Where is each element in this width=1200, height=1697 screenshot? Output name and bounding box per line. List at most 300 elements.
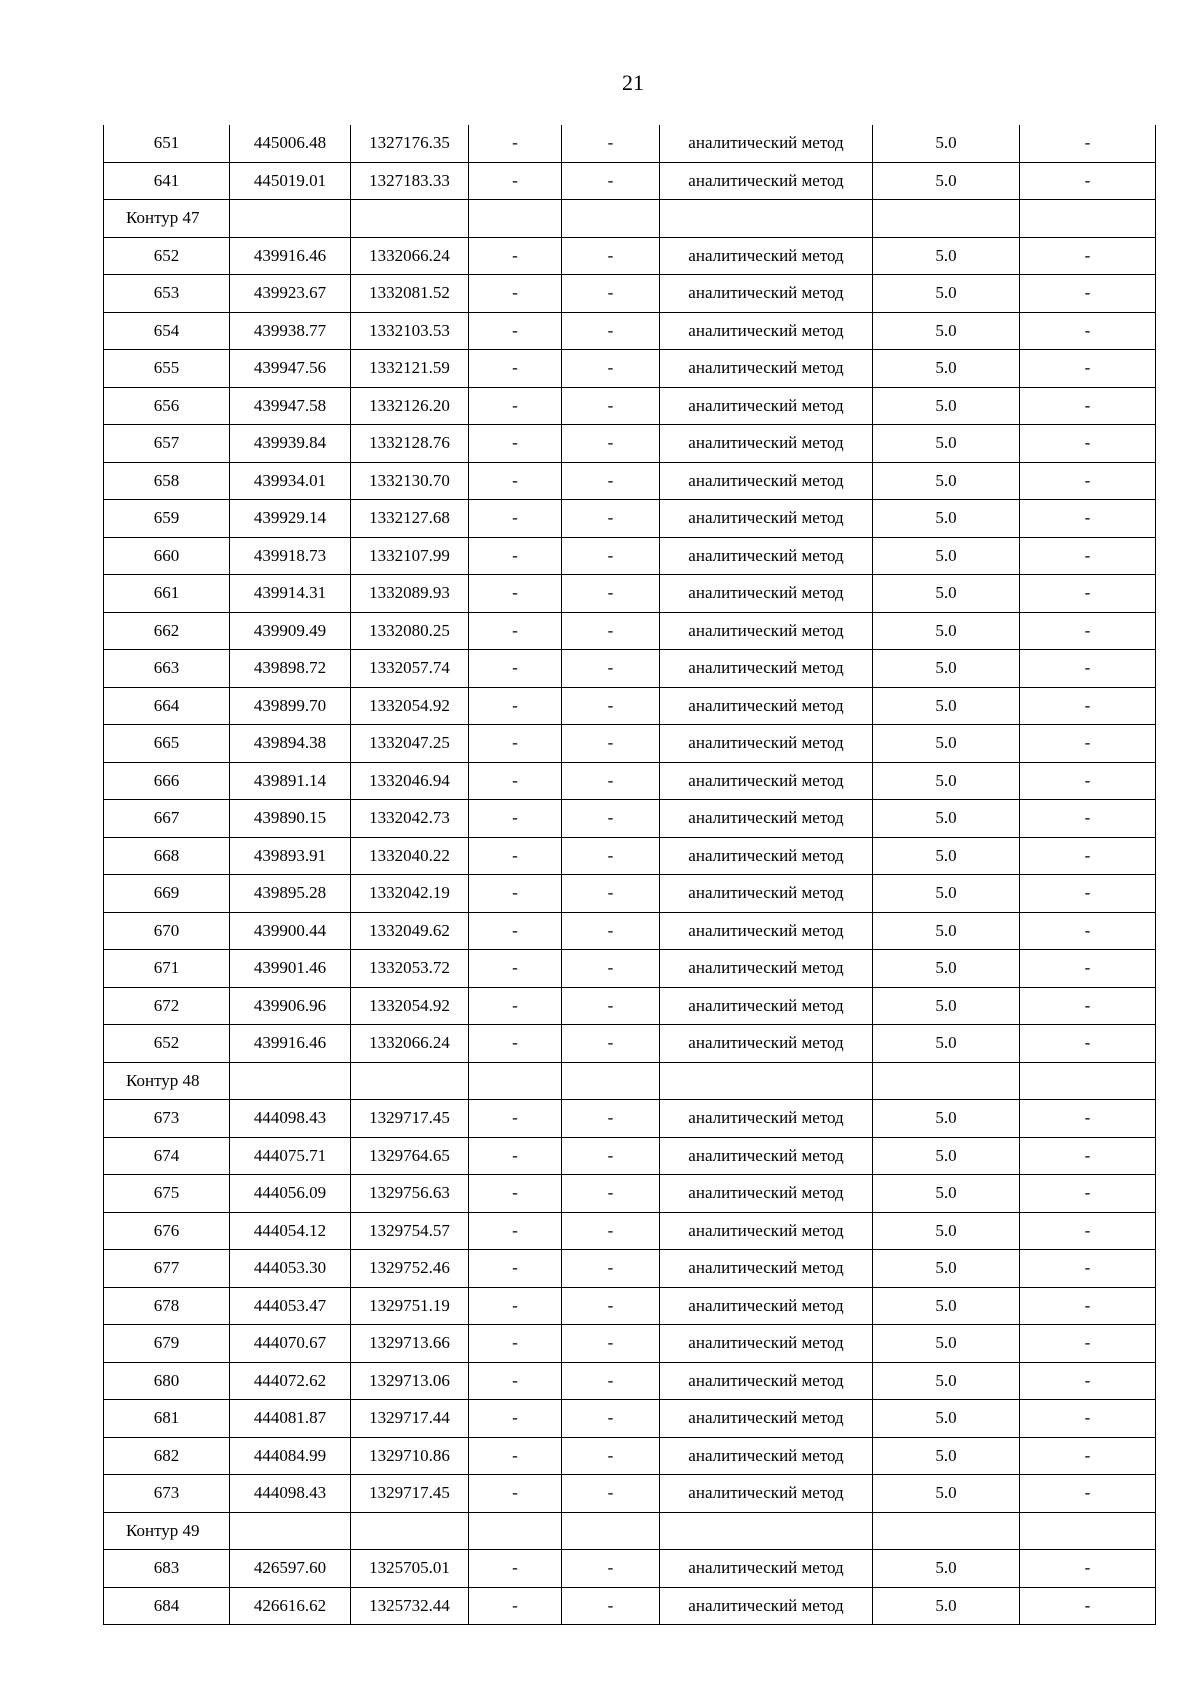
coord-y: 1329713.66: [351, 1325, 469, 1363]
table-row: [104, 725, 1156, 763]
coord-y: 1332053.72: [351, 950, 469, 988]
table-row: [104, 1587, 1156, 1625]
table-row: [104, 275, 1156, 313]
method: аналитический метод: [660, 387, 873, 425]
accuracy: 5.0: [873, 837, 1020, 875]
method: аналитический метод: [660, 537, 873, 575]
empty-dash: -: [469, 1437, 562, 1475]
empty-dash: -: [562, 612, 660, 650]
coord-y: 1325705.01: [351, 1550, 469, 1588]
empty-dash: -: [469, 837, 562, 875]
empty-cell: [873, 1062, 1020, 1100]
point-number: 677: [104, 1250, 230, 1288]
point-number: 652: [104, 237, 230, 275]
point-number: 654: [104, 312, 230, 350]
method: аналитический метод: [660, 875, 873, 913]
accuracy: 5.0: [873, 1362, 1020, 1400]
table-row: [104, 387, 1156, 425]
coord-x: 444053.30: [230, 1250, 351, 1288]
empty-dash: -: [562, 537, 660, 575]
empty-dash: -: [469, 912, 562, 950]
coord-x: 439923.67: [230, 275, 351, 313]
empty-dash: -: [562, 1287, 660, 1325]
point-number: 673: [104, 1475, 230, 1513]
empty-dash: -: [469, 762, 562, 800]
coord-y: 1329756.63: [351, 1175, 469, 1213]
accuracy: 5.0: [873, 987, 1020, 1025]
coord-x: 439901.46: [230, 950, 351, 988]
method: аналитический метод: [660, 350, 873, 388]
empty-dash: -: [562, 575, 660, 613]
empty-cell: [562, 1512, 660, 1550]
point-number: 678: [104, 1287, 230, 1325]
empty-cell: [873, 200, 1020, 238]
empty-dash: -: [562, 387, 660, 425]
empty-dash: -: [562, 875, 660, 913]
table-row: [104, 800, 1156, 838]
point-number: 675: [104, 1175, 230, 1213]
empty-dash: -: [562, 1137, 660, 1175]
empty-dash: -: [469, 1587, 562, 1625]
point-number: 662: [104, 612, 230, 650]
point-number: 674: [104, 1137, 230, 1175]
empty-dash: -: [562, 1587, 660, 1625]
accuracy: 5.0: [873, 350, 1020, 388]
point-number: 667: [104, 800, 230, 838]
method: аналитический метод: [660, 1175, 873, 1213]
empty-dash: -: [469, 462, 562, 500]
coord-y: 1327183.33: [351, 162, 469, 200]
empty-dash: -: [1020, 725, 1156, 763]
coord-y: 1332126.20: [351, 387, 469, 425]
coord-y: 1332130.70: [351, 462, 469, 500]
empty-cell: [1020, 1062, 1156, 1100]
table-row: [104, 987, 1156, 1025]
table-row: [104, 1362, 1156, 1400]
table-row: [104, 575, 1156, 613]
point-number: 671: [104, 950, 230, 988]
coord-y: 1332054.92: [351, 687, 469, 725]
empty-dash: -: [1020, 912, 1156, 950]
empty-dash: -: [562, 1325, 660, 1363]
table-row: [104, 1212, 1156, 1250]
accuracy: 5.0: [873, 1287, 1020, 1325]
table-row: [104, 1025, 1156, 1063]
empty-dash: -: [1020, 1437, 1156, 1475]
method: аналитический метод: [660, 237, 873, 275]
accuracy: 5.0: [873, 800, 1020, 838]
coord-y: 1332127.68: [351, 500, 469, 538]
coord-y: 1332040.22: [351, 837, 469, 875]
coord-x: 439895.28: [230, 875, 351, 913]
coord-y: 1332047.25: [351, 725, 469, 763]
method: аналитический метод: [660, 1137, 873, 1175]
coord-x: 445019.01: [230, 162, 351, 200]
table-row: [104, 312, 1156, 350]
point-number: 660: [104, 537, 230, 575]
coord-y: 1332066.24: [351, 237, 469, 275]
coord-x: 444084.99: [230, 1437, 351, 1475]
coord-x: 439914.31: [230, 575, 351, 613]
coord-x: 439934.01: [230, 462, 351, 500]
point-number: 661: [104, 575, 230, 613]
empty-dash: -: [469, 387, 562, 425]
empty-dash: -: [1020, 387, 1156, 425]
coord-x: 439891.14: [230, 762, 351, 800]
accuracy: 5.0: [873, 875, 1020, 913]
table-row: [104, 125, 1156, 162]
accuracy: 5.0: [873, 125, 1020, 162]
point-number: 680: [104, 1362, 230, 1400]
coord-y: 1332049.62: [351, 912, 469, 950]
method: аналитический метод: [660, 162, 873, 200]
coord-x: 439938.77: [230, 312, 351, 350]
empty-dash: -: [1020, 350, 1156, 388]
table-row: [104, 425, 1156, 463]
contour-header-row: [104, 200, 1156, 238]
empty-dash: -: [1020, 237, 1156, 275]
point-number: 676: [104, 1212, 230, 1250]
method: аналитический метод: [660, 500, 873, 538]
empty-dash: -: [562, 1437, 660, 1475]
method: аналитический метод: [660, 275, 873, 313]
empty-dash: -: [469, 237, 562, 275]
method: аналитический метод: [660, 950, 873, 988]
table-row: [104, 462, 1156, 500]
empty-dash: -: [562, 1362, 660, 1400]
empty-dash: -: [562, 1175, 660, 1213]
table-row: [104, 687, 1156, 725]
empty-dash: -: [562, 125, 660, 162]
empty-dash: -: [1020, 1212, 1156, 1250]
empty-dash: -: [1020, 1250, 1156, 1288]
empty-dash: -: [1020, 1400, 1156, 1438]
empty-dash: -: [1020, 987, 1156, 1025]
method: аналитический метод: [660, 1100, 873, 1138]
point-number: 669: [104, 875, 230, 913]
coord-y: 1329751.19: [351, 1287, 469, 1325]
method: аналитический метод: [660, 612, 873, 650]
coord-x: 444053.47: [230, 1287, 351, 1325]
empty-dash: -: [1020, 1175, 1156, 1213]
coordinates-table-body: [104, 125, 1156, 1625]
accuracy: 5.0: [873, 500, 1020, 538]
contour-header-row: [104, 1512, 1156, 1550]
empty-dash: -: [469, 575, 562, 613]
accuracy: 5.0: [873, 575, 1020, 613]
empty-dash: -: [1020, 162, 1156, 200]
empty-cell: [562, 1062, 660, 1100]
empty-dash: -: [1020, 1325, 1156, 1363]
empty-dash: -: [469, 162, 562, 200]
method: аналитический метод: [660, 1437, 873, 1475]
empty-dash: -: [562, 1550, 660, 1588]
empty-dash: -: [1020, 1362, 1156, 1400]
point-number: 663: [104, 650, 230, 688]
table-row: [104, 1100, 1156, 1138]
table-row: [104, 1475, 1156, 1513]
table-row: [104, 1437, 1156, 1475]
table-row: [104, 1550, 1156, 1588]
empty-dash: -: [562, 1250, 660, 1288]
method: аналитический метод: [660, 1025, 873, 1063]
method: аналитический метод: [660, 125, 873, 162]
accuracy: 5.0: [873, 537, 1020, 575]
accuracy: 5.0: [873, 1250, 1020, 1288]
method: аналитический метод: [660, 837, 873, 875]
table-row: [104, 1175, 1156, 1213]
accuracy: 5.0: [873, 687, 1020, 725]
table-row: [104, 237, 1156, 275]
table-row: [104, 350, 1156, 388]
coord-y: 1329717.45: [351, 1100, 469, 1138]
coord-y: 1325732.44: [351, 1587, 469, 1625]
point-number: 651: [104, 125, 230, 162]
coord-y: 1329764.65: [351, 1137, 469, 1175]
coord-x: 439898.72: [230, 650, 351, 688]
empty-dash: -: [562, 987, 660, 1025]
empty-dash: -: [469, 1175, 562, 1213]
empty-cell: [1020, 200, 1156, 238]
method: аналитический метод: [660, 725, 873, 763]
table-row: [104, 875, 1156, 913]
empty-dash: -: [469, 650, 562, 688]
empty-dash: -: [1020, 1025, 1156, 1063]
table-row: [104, 837, 1156, 875]
coord-y: 1327176.35: [351, 125, 469, 162]
empty-cell: [351, 1062, 469, 1100]
coord-x: 426597.60: [230, 1550, 351, 1588]
table-row: [104, 912, 1156, 950]
empty-cell: [230, 1062, 351, 1100]
point-number: 684: [104, 1587, 230, 1625]
empty-dash: -: [562, 312, 660, 350]
coord-x: 439916.46: [230, 1025, 351, 1063]
empty-dash: -: [469, 500, 562, 538]
empty-dash: -: [469, 800, 562, 838]
coord-y: 1332128.76: [351, 425, 469, 463]
empty-dash: -: [1020, 575, 1156, 613]
accuracy: 5.0: [873, 1212, 1020, 1250]
empty-dash: -: [1020, 650, 1156, 688]
method: аналитический метод: [660, 1475, 873, 1513]
empty-dash: -: [1020, 312, 1156, 350]
coord-x: 426616.62: [230, 1587, 351, 1625]
point-number: 682: [104, 1437, 230, 1475]
contour-label: Контур 48: [104, 1062, 230, 1100]
empty-dash: -: [469, 350, 562, 388]
coord-x: 439899.70: [230, 687, 351, 725]
coord-x: 444098.43: [230, 1475, 351, 1513]
table-row: [104, 537, 1156, 575]
point-number: 655: [104, 350, 230, 388]
empty-dash: -: [1020, 837, 1156, 875]
empty-dash: -: [562, 762, 660, 800]
empty-dash: -: [1020, 125, 1156, 162]
empty-dash: -: [1020, 800, 1156, 838]
coord-x: 444098.43: [230, 1100, 351, 1138]
method: аналитический метод: [660, 987, 873, 1025]
coord-x: 444081.87: [230, 1400, 351, 1438]
table-row: [104, 1400, 1156, 1438]
method: аналитический метод: [660, 462, 873, 500]
accuracy: 5.0: [873, 1475, 1020, 1513]
empty-dash: -: [1020, 275, 1156, 313]
method: аналитический метод: [660, 575, 873, 613]
empty-dash: -: [1020, 687, 1156, 725]
contour-label: Контур 49: [104, 1512, 230, 1550]
table-row: [104, 1250, 1156, 1288]
point-number: 659: [104, 500, 230, 538]
point-number: 673: [104, 1100, 230, 1138]
empty-dash: -: [562, 650, 660, 688]
coord-x: 444054.12: [230, 1212, 351, 1250]
accuracy: 5.0: [873, 387, 1020, 425]
table-row: [104, 950, 1156, 988]
empty-dash: -: [1020, 1287, 1156, 1325]
empty-dash: -: [469, 725, 562, 763]
point-number: 658: [104, 462, 230, 500]
method: аналитический метод: [660, 1550, 873, 1588]
empty-dash: -: [562, 1400, 660, 1438]
empty-dash: -: [469, 1025, 562, 1063]
empty-dash: -: [469, 1475, 562, 1513]
method: аналитический метод: [660, 1362, 873, 1400]
empty-dash: -: [1020, 950, 1156, 988]
empty-dash: -: [469, 425, 562, 463]
accuracy: 5.0: [873, 462, 1020, 500]
coord-y: 1329717.44: [351, 1400, 469, 1438]
empty-dash: -: [562, 462, 660, 500]
empty-cell: [469, 1062, 562, 1100]
empty-dash: -: [562, 800, 660, 838]
coord-y: 1332089.93: [351, 575, 469, 613]
coord-y: 1332046.94: [351, 762, 469, 800]
accuracy: 5.0: [873, 650, 1020, 688]
accuracy: 5.0: [873, 1437, 1020, 1475]
empty-dash: -: [1020, 1100, 1156, 1138]
empty-dash: -: [1020, 537, 1156, 575]
empty-dash: -: [469, 875, 562, 913]
coord-x: 444072.62: [230, 1362, 351, 1400]
coord-x: 439929.14: [230, 500, 351, 538]
table-row: [104, 1287, 1156, 1325]
accuracy: 5.0: [873, 1175, 1020, 1213]
empty-dash: -: [1020, 462, 1156, 500]
coord-x: 444056.09: [230, 1175, 351, 1213]
coord-y: 1329710.86: [351, 1437, 469, 1475]
point-number: 656: [104, 387, 230, 425]
empty-cell: [562, 200, 660, 238]
empty-cell: [660, 200, 873, 238]
accuracy: 5.0: [873, 312, 1020, 350]
coord-y: 1332121.59: [351, 350, 469, 388]
coord-x: 439947.56: [230, 350, 351, 388]
empty-cell: [351, 1512, 469, 1550]
empty-dash: -: [469, 125, 562, 162]
empty-dash: -: [469, 1550, 562, 1588]
point-number: 683: [104, 1550, 230, 1588]
coord-y: 1332066.24: [351, 1025, 469, 1063]
empty-cell: [660, 1512, 873, 1550]
method: аналитический метод: [660, 762, 873, 800]
method: аналитический метод: [660, 650, 873, 688]
coord-x: 445006.48: [230, 125, 351, 162]
method: аналитический метод: [660, 312, 873, 350]
accuracy: 5.0: [873, 1100, 1020, 1138]
empty-dash: -: [469, 1100, 562, 1138]
accuracy: 5.0: [873, 237, 1020, 275]
accuracy: 5.0: [873, 762, 1020, 800]
empty-dash: -: [1020, 1587, 1156, 1625]
empty-dash: -: [562, 1475, 660, 1513]
method: аналитический метод: [660, 1325, 873, 1363]
coord-x: 439909.49: [230, 612, 351, 650]
coordinates-table: [103, 125, 1156, 1625]
coord-y: 1332042.73: [351, 800, 469, 838]
point-number: 666: [104, 762, 230, 800]
empty-dash: -: [469, 1137, 562, 1175]
method: аналитический метод: [660, 1212, 873, 1250]
empty-dash: -: [469, 1212, 562, 1250]
method: аналитический метод: [660, 800, 873, 838]
empty-dash: -: [562, 1100, 660, 1138]
point-number: 641: [104, 162, 230, 200]
method: аналитический метод: [660, 1250, 873, 1288]
table-row: [104, 500, 1156, 538]
accuracy: 5.0: [873, 612, 1020, 650]
method: аналитический метод: [660, 912, 873, 950]
empty-dash: -: [1020, 875, 1156, 913]
coord-x: 444075.71: [230, 1137, 351, 1175]
empty-dash: -: [1020, 425, 1156, 463]
empty-dash: -: [469, 987, 562, 1025]
coord-x: 439947.58: [230, 387, 351, 425]
accuracy: 5.0: [873, 1325, 1020, 1363]
empty-dash: -: [562, 950, 660, 988]
point-number: 665: [104, 725, 230, 763]
coord-y: 1329717.45: [351, 1475, 469, 1513]
method: аналитический метод: [660, 1287, 873, 1325]
contour-label: Контур 47: [104, 200, 230, 238]
method: аналитический метод: [660, 1400, 873, 1438]
empty-dash: -: [562, 237, 660, 275]
table-row: [104, 1137, 1156, 1175]
coord-x: 439894.38: [230, 725, 351, 763]
table-row: [104, 1325, 1156, 1363]
empty-dash: -: [469, 537, 562, 575]
point-number: 657: [104, 425, 230, 463]
method: аналитический метод: [660, 687, 873, 725]
empty-dash: -: [562, 1212, 660, 1250]
coord-y: 1332080.25: [351, 612, 469, 650]
coord-y: 1329754.57: [351, 1212, 469, 1250]
empty-cell: [230, 200, 351, 238]
empty-cell: [660, 1062, 873, 1100]
empty-cell: [351, 200, 469, 238]
empty-cell: [1020, 1512, 1156, 1550]
contour-header-row: [104, 1062, 1156, 1100]
accuracy: 5.0: [873, 1550, 1020, 1588]
point-number: 653: [104, 275, 230, 313]
empty-dash: -: [562, 425, 660, 463]
accuracy: 5.0: [873, 1025, 1020, 1063]
empty-dash: -: [1020, 762, 1156, 800]
table-row: [104, 162, 1156, 200]
empty-dash: -: [562, 350, 660, 388]
empty-dash: -: [562, 162, 660, 200]
empty-dash: -: [469, 312, 562, 350]
